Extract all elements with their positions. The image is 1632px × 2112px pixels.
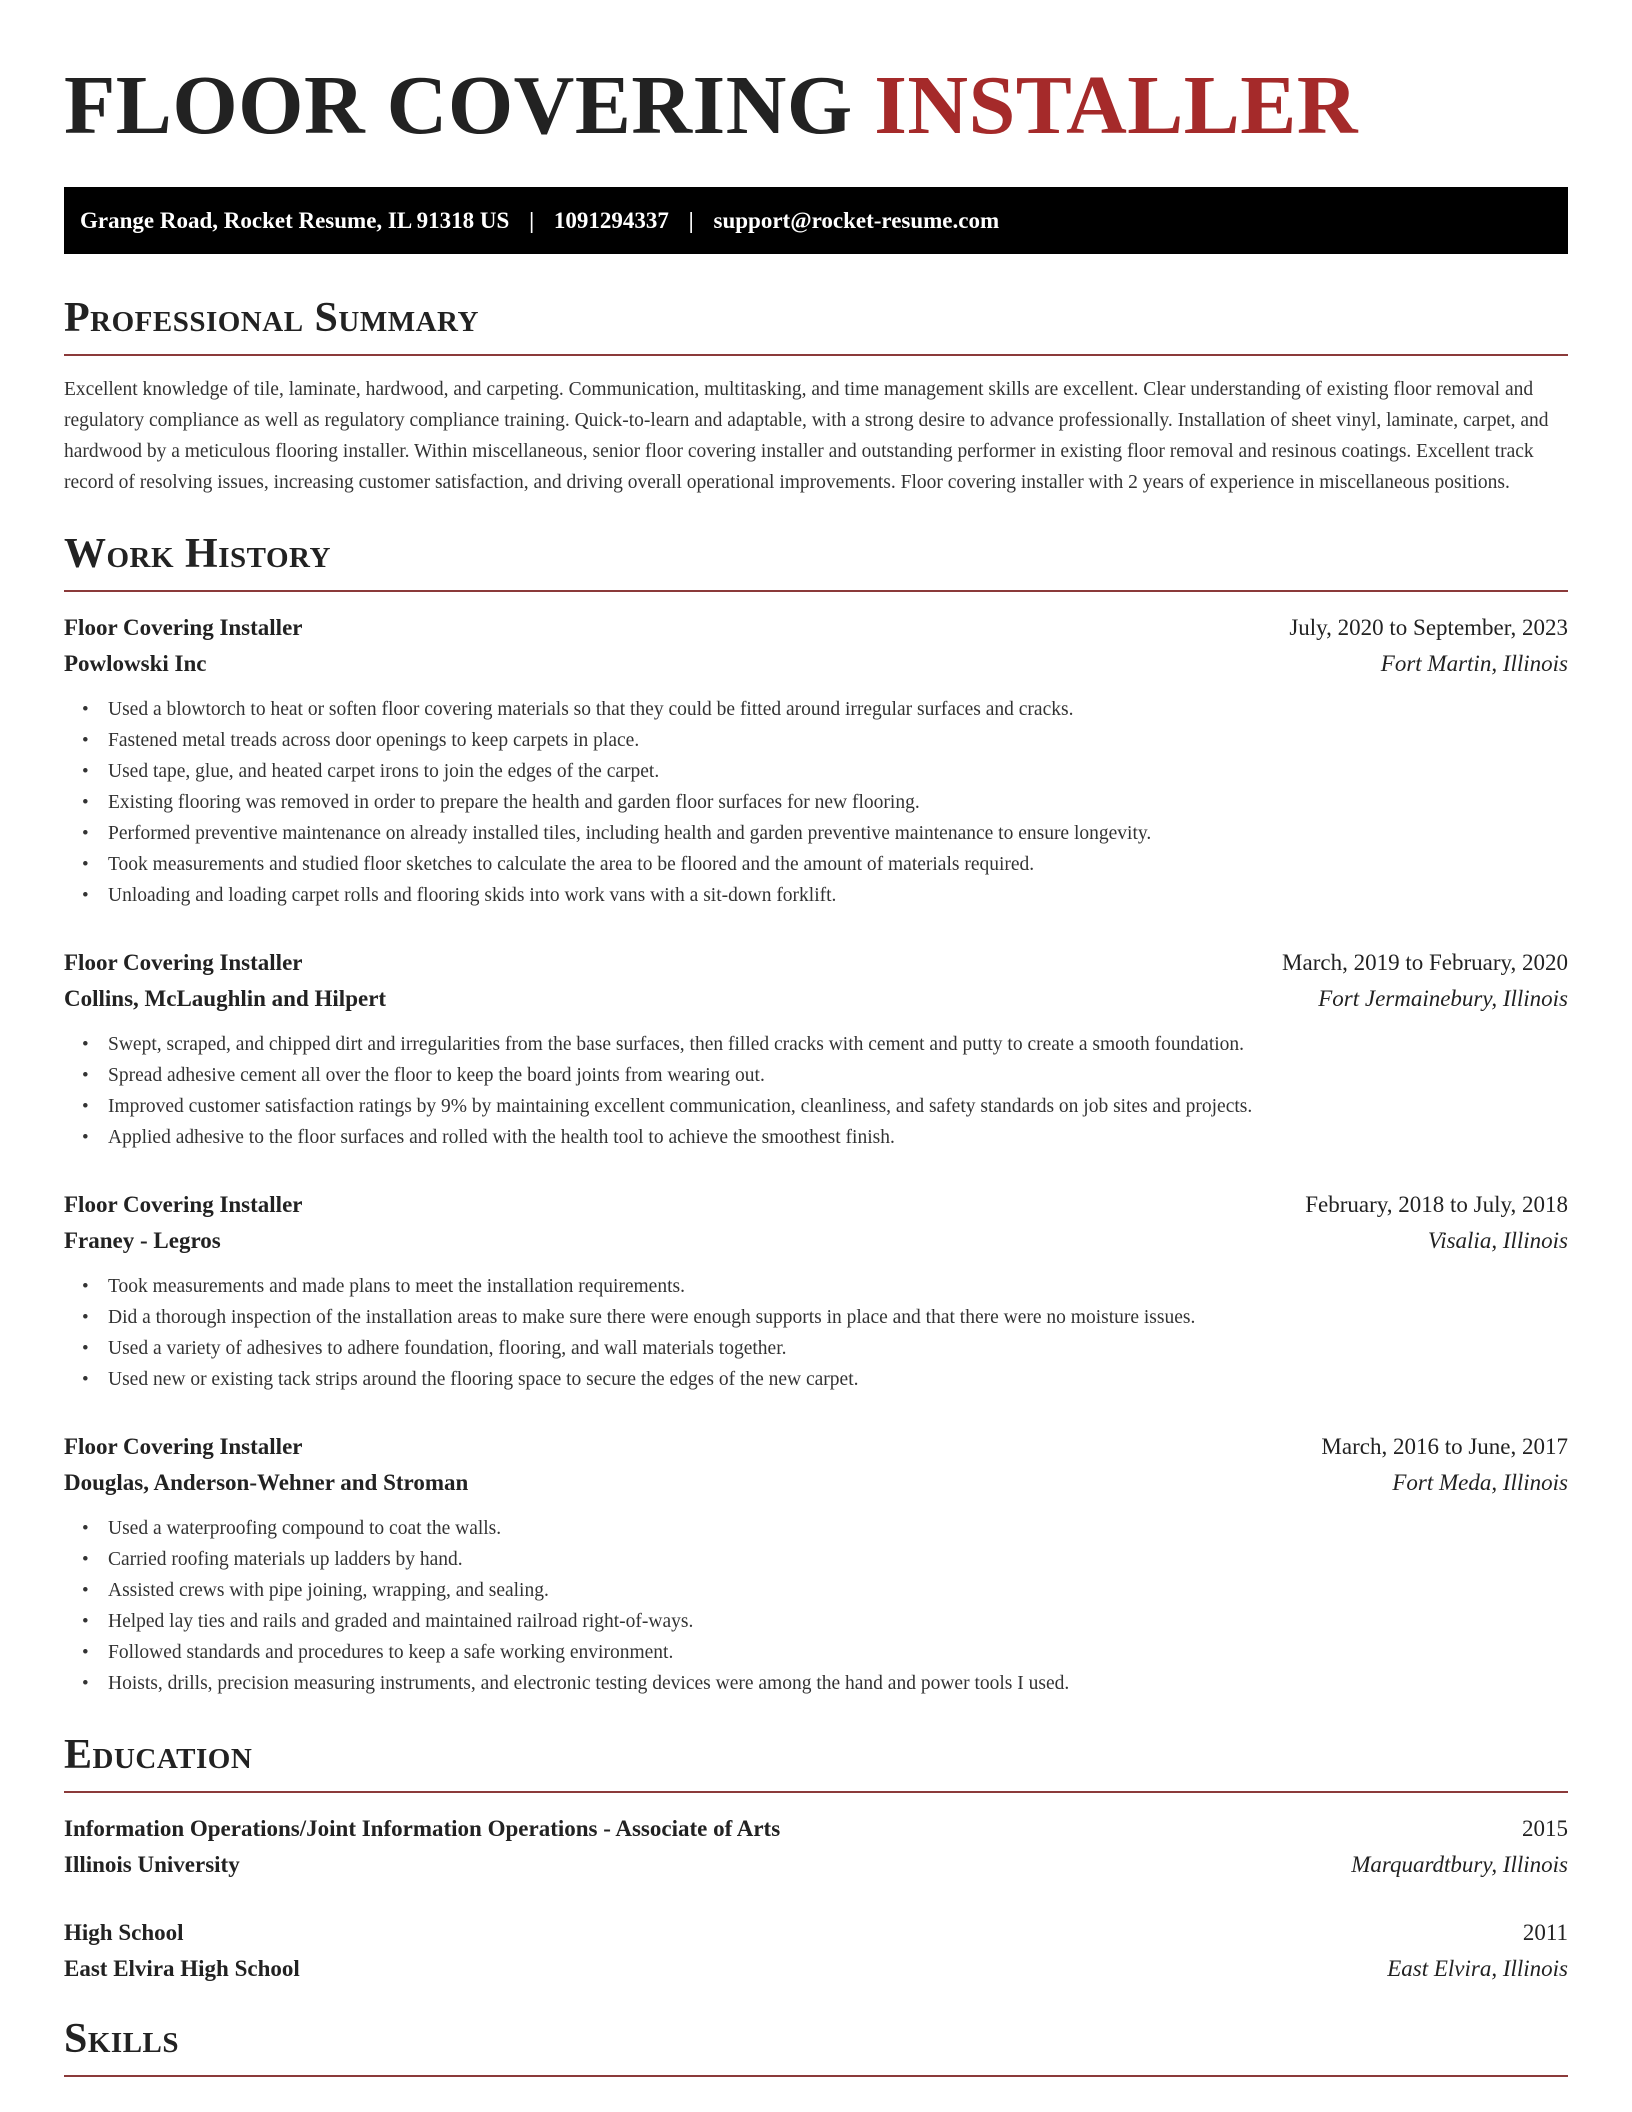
bullet-dot-icon: •	[82, 1065, 89, 1086]
bullet-dot-icon: •	[82, 854, 89, 875]
bullet-dot-icon: •	[82, 1580, 89, 1601]
job-bullet-list	[64, 694, 1568, 911]
job-company-row	[64, 1223, 1568, 1259]
job-entry	[64, 1429, 1568, 1699]
job-header-row	[64, 1187, 1568, 1223]
education-list	[64, 1811, 1568, 1987]
bullet-dot-icon: •	[82, 1276, 89, 1297]
job-bullet	[82, 1575, 1568, 1606]
bullet-dot-icon: •	[82, 1611, 89, 1632]
work-history-list	[64, 610, 1568, 1699]
job-bullet	[82, 1606, 1568, 1637]
job-bullet	[82, 849, 1568, 880]
education-degree: High School	[64, 1920, 184, 1945]
bullet-dot-icon: •	[82, 792, 89, 813]
education-school: Illinois University	[64, 1852, 240, 1877]
job-bullet	[82, 694, 1568, 725]
job-bullet	[82, 1333, 1568, 1364]
name-primary: FLOOR COVERING	[64, 59, 853, 152]
education-location: Marquardtbury, Illinois	[1351, 1852, 1568, 1877]
job-bullet	[82, 818, 1568, 849]
bullet-dot-icon: •	[82, 823, 89, 844]
job-bullet	[82, 1029, 1568, 1060]
job-bullet-text: Swept, scraped, and chipped dirt and irregularities from the base surfaces, then filled cracks with cement and putty to create a smooth foundation.	[108, 1034, 1245, 1055]
job-bullet-text: Took measurements and studied floor sketches to calculate the area to be floored and the amount of materials required.	[108, 854, 1035, 875]
name-accent: INSTALLER	[874, 59, 1358, 152]
bullet-dot-icon: •	[82, 761, 89, 782]
education-school: East Elvira High School	[64, 1956, 300, 1981]
contact-address: Grange Road, Rocket Resume, IL 91318 US	[80, 208, 510, 233]
job-bullet	[82, 756, 1568, 787]
job-entry	[64, 1187, 1568, 1395]
job-bullet-text: Did a thorough inspection of the installation areas to make sure there were enough supports in place and that there were no moisture issues.	[108, 1307, 1196, 1328]
summary-text: Excellent knowledge of tile, laminate, hardwood, and carpeting. Communication, multitasking, and time management skills are excellent. Clear understanding of existing floor removal and regulatory compliance as well as regulatory compliance training. Quick-to-learn and adaptable, with a strong desire to advance professionally. Installation of sheet vinyl, laminate, carpet, and hardwood by a meticulous flooring installer. Within miscellaneous, senior floor covering installer and outstanding performer in existing floor removal and resinous coatings. Excellent track record of resolving issues, increasing customer satisfaction, and driving overall operational improvements. Floor covering installer with 2 years of experience in miscellaneous positions.	[64, 379, 1549, 493]
job-bullet-text: Helped lay ties and rails and graded and maintained railroad right-of-ways.	[108, 1611, 694, 1632]
job-bullet	[82, 787, 1568, 818]
bullet-dot-icon: •	[82, 1673, 89, 1694]
job-bullet-text: Assisted crews with pipe joining, wrapping, and sealing.	[108, 1580, 549, 1601]
job-bullet	[82, 725, 1568, 756]
job-bullet	[82, 880, 1568, 911]
job-bullet-text: Existing flooring was removed in order to prepare the health and garden floor surfaces for new flooring.	[108, 792, 920, 813]
job-company-row	[64, 1465, 1568, 1501]
job-location: Visalia, Illinois	[1427, 1228, 1568, 1253]
section-title-skills: Skills	[64, 2016, 180, 2062]
job-title: Floor Covering Installer	[64, 1192, 303, 1217]
job-header-row	[64, 610, 1568, 646]
job-company: Franey - Legros	[64, 1228, 221, 1253]
education-school-row	[64, 1847, 1568, 1883]
job-location: Fort Meda, Illinois	[1392, 1470, 1568, 1495]
bullet-dot-icon: •	[82, 1307, 89, 1328]
job-header-row	[64, 945, 1568, 981]
job-header-row	[64, 1429, 1568, 1465]
job-bullet	[82, 1544, 1568, 1575]
resume-name-heading	[64, 0, 1568, 154]
job-bullet-text: Fastened metal treads across door openings to keep carpets in place.	[108, 730, 640, 751]
job-bullet-list	[64, 1513, 1568, 1699]
bullet-dot-icon: •	[82, 1369, 89, 1390]
job-bullet-text: Used a variety of adhesives to adhere foundation, flooring, and wall materials together.	[108, 1338, 787, 1359]
education-entry	[64, 1811, 1568, 1883]
job-company-row	[64, 646, 1568, 682]
education-year: 2015	[1522, 1816, 1568, 1841]
bullet-dot-icon: •	[82, 1096, 89, 1117]
job-bullet-text: Spread adhesive cement all over the floor to keep the board joints from wearing out.	[108, 1065, 765, 1086]
job-bullet-text: Took measurements and made plans to meet the installation requirements.	[108, 1276, 685, 1297]
bullet-dot-icon: •	[82, 1642, 89, 1663]
section-title-summary: Professional Summary	[64, 295, 479, 341]
job-bullet-list	[64, 1271, 1568, 1395]
job-company: Douglas, Anderson-Wehner and Stroman	[64, 1470, 469, 1495]
contact-bar	[64, 187, 1568, 254]
bullet-dot-icon: •	[82, 730, 89, 751]
job-title: Floor Covering Installer	[64, 615, 303, 640]
job-bullet-list	[64, 1029, 1568, 1153]
education-degree: Information Operations/Joint Information Operations - Associate of Arts	[64, 1816, 781, 1841]
job-dates: July, 2020 to September, 2023	[1289, 615, 1568, 640]
education-header-row	[64, 1811, 1568, 1847]
job-entry	[64, 945, 1568, 1153]
job-bullet	[82, 1122, 1568, 1153]
job-bullet-text: Used new or existing tack strips around the flooring space to secure the edges of the new carpet.	[108, 1369, 859, 1390]
education-entry	[64, 1915, 1568, 1987]
education-location: East Elvira, Illinois	[1387, 1956, 1568, 1981]
bullet-dot-icon: •	[82, 1034, 89, 1055]
job-bullet	[82, 1668, 1568, 1699]
section-divider	[64, 2075, 1568, 2077]
job-company-row	[64, 981, 1568, 1017]
job-company: Collins, McLaughlin and Hilpert	[64, 986, 387, 1011]
job-bullet-text: Applied adhesive to the floor surfaces and rolled with the health tool to achieve the smoothest finish.	[108, 1127, 895, 1148]
job-bullet-text: Unloading and loading carpet rolls and flooring skids into work vans with a sit-down forklift.	[108, 885, 837, 906]
job-bullet	[82, 1060, 1568, 1091]
job-entry	[64, 610, 1568, 911]
job-dates: February, 2018 to July, 2018	[1305, 1192, 1568, 1217]
job-company: Powlowski Inc	[64, 651, 207, 676]
bullet-dot-icon: •	[82, 1338, 89, 1359]
section-title-work-history: Work History	[64, 531, 331, 577]
section-divider	[64, 590, 1568, 592]
bullet-dot-icon: •	[82, 699, 89, 720]
education-year: 2011	[1522, 1920, 1568, 1945]
job-location: Fort Martin, Illinois	[1380, 651, 1568, 676]
section-divider	[64, 1791, 1568, 1793]
job-bullet	[82, 1091, 1568, 1122]
contact-phone: 1091294337	[553, 208, 669, 233]
bullet-dot-icon: •	[82, 885, 89, 906]
job-title: Floor Covering Installer	[64, 950, 303, 975]
bullet-dot-icon: •	[82, 1127, 89, 1148]
job-bullet	[82, 1637, 1568, 1668]
job-bullet-text: Carried roofing materials up ladders by hand.	[108, 1549, 463, 1570]
job-bullet-text: Improved customer satisfaction ratings by 9% by maintaining excellent communication, cleanliness, and safety standards on job sites and projects.	[108, 1096, 1253, 1117]
contact-separator: |	[688, 208, 694, 233]
bullet-dot-icon: •	[82, 1549, 89, 1570]
job-dates: March, 2019 to February, 2020	[1282, 950, 1568, 975]
section-divider	[64, 354, 1568, 356]
job-bullet-text: Followed standards and procedures to keep a safe working environment.	[108, 1642, 674, 1663]
job-title: Floor Covering Installer	[64, 1434, 303, 1459]
job-dates: March, 2016 to June, 2017	[1321, 1434, 1568, 1459]
contact-separator: |	[529, 208, 535, 233]
bullet-dot-icon: •	[82, 1518, 89, 1539]
job-bullet-text: Used a blowtorch to heat or soften floor covering materials so that they could be fitted around irregular surfaces and cracks.	[108, 699, 1074, 720]
job-bullet-text: Hoists, drills, precision measuring instruments, and electronic testing devices were among the hand and power tools I used.	[108, 1673, 1070, 1694]
education-school-row	[64, 1951, 1568, 1987]
contact-email: support@rocket-resume.com	[713, 208, 1000, 233]
job-bullet	[82, 1513, 1568, 1544]
job-bullet-text: Used tape, glue, and heated carpet irons to join the edges of the carpet.	[108, 761, 660, 782]
job-bullet	[82, 1271, 1568, 1302]
education-header-row	[64, 1915, 1568, 1951]
job-bullet	[82, 1364, 1568, 1395]
job-bullet-text: Used a waterproofing compound to coat the walls.	[108, 1518, 502, 1539]
job-bullet	[82, 1302, 1568, 1333]
job-location: Fort Jermainebury, Illinois	[1318, 986, 1568, 1011]
section-title-education: Education	[64, 1732, 253, 1778]
job-bullet-text: Performed preventive maintenance on already installed tiles, including health and garden preventive maintenance to ensure longevity.	[108, 823, 1152, 844]
